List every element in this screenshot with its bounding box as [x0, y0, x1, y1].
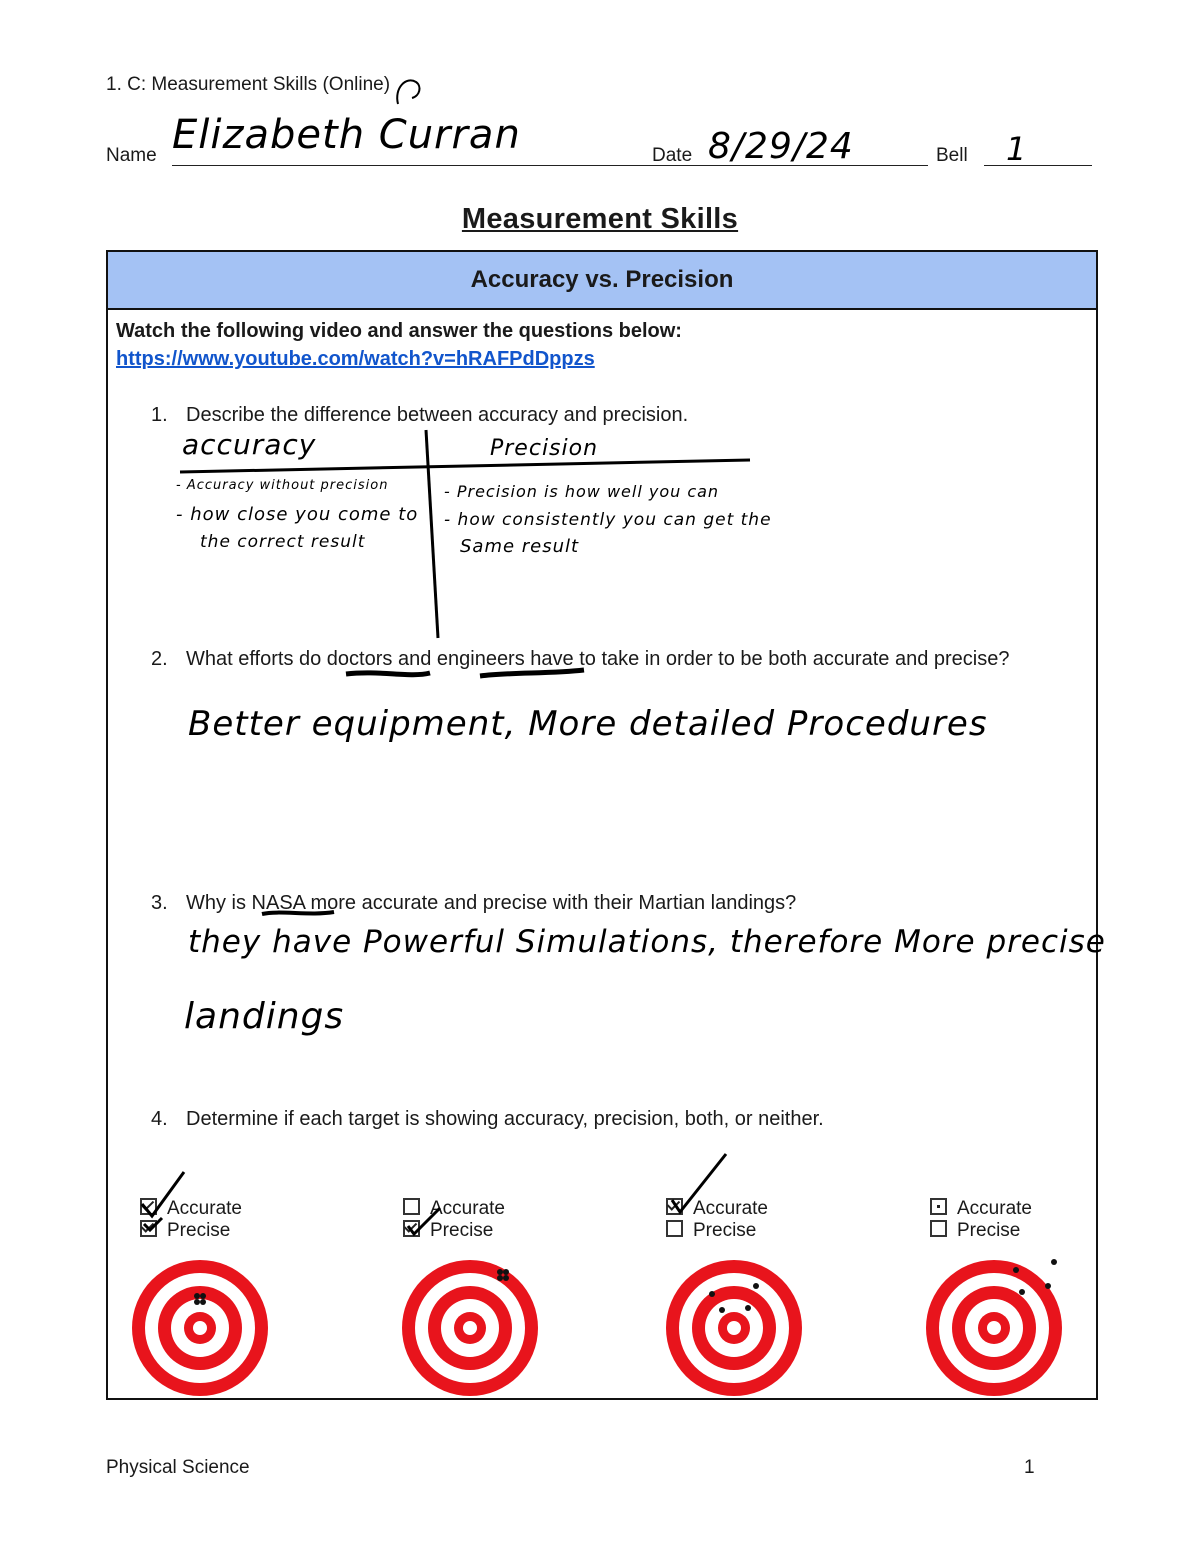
target-1-hit — [200, 1299, 206, 1305]
target-4-accurate-label: Accurate — [957, 1198, 1032, 1219]
target-3-hit — [719, 1307, 725, 1313]
target-1-hit — [200, 1293, 206, 1299]
target-2-hit — [503, 1269, 509, 1275]
answer-1-left-line-2: - how close you come to — [176, 504, 419, 525]
handwritten-bell: 1 — [1006, 130, 1028, 168]
pen-scribble — [390, 68, 430, 108]
target-4-precise-checkbox[interactable] — [930, 1220, 947, 1237]
question-2-number: 2. — [151, 648, 168, 670]
bell-blank — [984, 165, 1092, 166]
question-4-text: Determine if each target is showing accuracy, precision, both, or neither. — [186, 1108, 824, 1130]
handwritten-name: Elizabeth Curran — [172, 112, 521, 158]
target-2-precise-label: Precise — [430, 1220, 494, 1241]
page-title: Measurement Skills — [461, 203, 739, 235]
video-link[interactable]: https://www.youtube.com/watch?v=hRAFPdDppzs — [116, 348, 595, 370]
target-1-accurate-label: Accurate — [167, 1198, 242, 1219]
answer-1-right-line-1: - Precision is how well you can — [444, 482, 720, 501]
target-1-precise-label: Precise — [167, 1220, 231, 1241]
answer-1-left-line-3: the correct result — [200, 532, 366, 552]
answer-1-right-line-3: Same result — [460, 536, 580, 557]
target-3 — [664, 1258, 804, 1398]
course-title: 1. C: Measurement Skills (Online) — [106, 74, 391, 95]
answer-1-right-line-2: - how consistently you can get the — [444, 510, 772, 530]
target-4-hit — [1051, 1259, 1057, 1265]
target-2-hit — [497, 1275, 503, 1281]
target-2-accurate-label: Accurate — [430, 1198, 505, 1219]
answer-3-line-1: they have Powerful Simulations, therefore More precise — [188, 924, 1106, 960]
question-2-text: What efforts do doctors and engineers have to take in order to be both accurate and precise? — [186, 648, 1010, 670]
target-2-hit — [497, 1269, 503, 1275]
target-4 — [924, 1258, 1064, 1398]
target-1 — [130, 1258, 270, 1398]
question-2 — [151, 646, 1071, 706]
question-3-text: Why is NASA more accurate and precise with their Martian landings? — [186, 892, 797, 914]
handwritten-date: 8/29/24 — [708, 126, 854, 167]
target-4-accurate-checkbox[interactable] — [930, 1198, 947, 1215]
question-4-number: 4. — [151, 1108, 168, 1130]
nasa-underline — [260, 906, 340, 920]
answer-1-left-heading: accuracy — [182, 428, 317, 461]
date-label: Date — [652, 145, 693, 166]
target-2 — [400, 1258, 540, 1398]
target-3-hit — [745, 1305, 751, 1311]
underline-marks — [340, 664, 590, 684]
target-2-handwritten-check — [404, 1204, 444, 1238]
target-4-hit — [1013, 1267, 1019, 1273]
target-1-hit — [194, 1293, 200, 1299]
question-1-number: 1. — [151, 404, 168, 426]
answer-3-line-2: landings — [184, 996, 345, 1037]
target-4-checkboxes — [930, 1198, 1032, 1242]
target-4-hit — [1019, 1289, 1025, 1295]
target-4-precise-label: Precise — [957, 1220, 1021, 1241]
question-1-text: Describe the difference between accuracy and precision. — [186, 404, 689, 426]
target-3-accurate-label: Accurate — [693, 1198, 768, 1219]
target-3-precise-label: Precise — [693, 1220, 757, 1241]
section-heading: Accuracy vs. Precision — [108, 252, 1096, 310]
target-3-hit — [753, 1283, 759, 1289]
instructions-text: Watch the following video and answer the questions below: — [116, 320, 682, 342]
name-label: Name — [106, 145, 157, 166]
target-1-handwritten-checks — [136, 1168, 196, 1238]
answer-1-left-line-1: - Accuracy without precision — [176, 478, 389, 493]
page-number: 1 — [1024, 1457, 1035, 1478]
question-3-number: 3. — [151, 892, 168, 914]
question-4 — [151, 1106, 1051, 1136]
bell-label: Bell — [936, 145, 968, 166]
target-2-hit — [503, 1275, 509, 1281]
target-3-hit — [709, 1291, 715, 1297]
target-4-hit — [1045, 1283, 1051, 1289]
target-3-handwritten-check — [664, 1150, 734, 1220]
footer-subject: Physical Science — [106, 1457, 250, 1478]
answer-1-right-heading: Precision — [490, 436, 599, 461]
answer-2: Better equipment, More detailed Procedures — [188, 704, 988, 744]
target-3-precise-checkbox[interactable] — [666, 1220, 683, 1237]
target-1-hit — [194, 1299, 200, 1305]
